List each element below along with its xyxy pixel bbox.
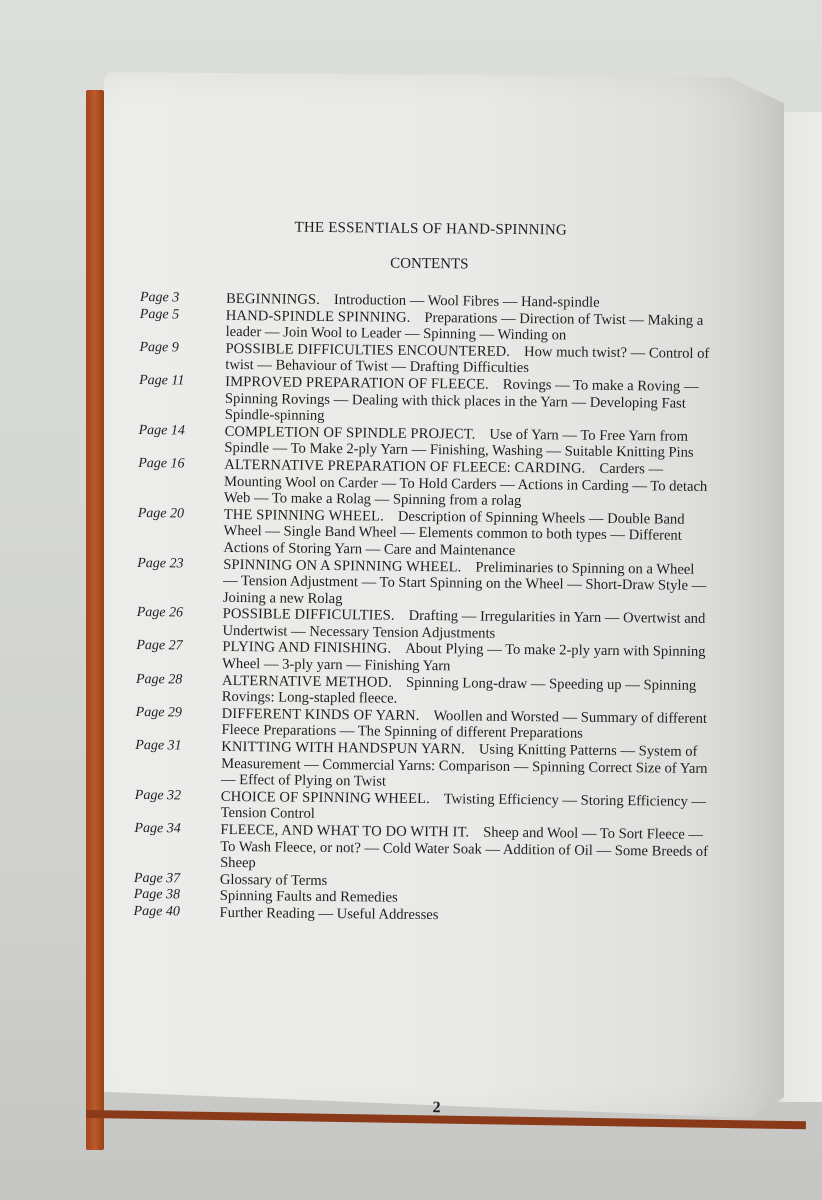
toc-page-number: Page 29 — [135, 704, 183, 721]
toc-chapter-heading: POSSIBLE DIFFICULTIES ENCOUNTERED. — [225, 340, 511, 360]
toc-topics: Sheep and Wool — To Sort Fleece — To Wash Fleece, or not? — Cold Water Soak — Addition of Oil — Some Breeds of Sheep — [220, 824, 709, 872]
toc-page-number: Page 26 — [136, 605, 184, 621]
toc-chapter-heading: CHOICE OF SPINNING WHEEL. — [220, 788, 430, 807]
toc-entry — [139, 373, 714, 429]
toc-page-number: Page 40 — [133, 903, 180, 920]
toc-page-number: Page 38 — [133, 887, 181, 903]
toc-topics: About Plying — To make 2-ply yarn with Spinning Wheel — 3-ply yarn — Finishing Yarn — [222, 641, 706, 675]
toc-page-number: Page 34 — [134, 820, 181, 837]
toc-chapter-heading: ALTERNATIVE METHOD. — [221, 672, 393, 691]
toc-topics: Preliminaries to Spinning on a Wheel — Tension Adjustment — To Start Spinning on the Wheel — Short-Draw Style — Joining a new Rolag — [222, 559, 707, 607]
toc-page-number: Page 16 — [138, 455, 185, 472]
toc-page-number: Page 11 — [139, 372, 185, 389]
toc-entry — [134, 821, 709, 877]
contents-heading: CONTENTS — [390, 255, 469, 273]
toc-page-number: Page 27 — [136, 638, 183, 654]
toc-page-number: Page 23 — [137, 555, 184, 571]
toc-topics: Drafting — Irregularities in Yarn — Overtwist and Undertwist — Necessary Tension Adjustments — [222, 608, 706, 642]
toc-entry — [137, 555, 712, 611]
toc-chapter-heading: DIFFERENT KINDS OF YARN. — [221, 705, 420, 724]
toc-chapter-heading: PLYING AND FINISHING. — [222, 639, 392, 658]
toc-page-number: Page 20 — [137, 505, 185, 522]
toc-chapter-heading: BEGINNINGS. — [225, 290, 321, 308]
toc-chapter-heading: IMPROVED PREPARATION OF FLEECE. — [225, 373, 489, 393]
toc-topics: Using Knitting Patterns — System of Measurement — Commercial Yarns: Comparison — Spinning Correct Size of Yarn — Effect of Plying on Twist — [220, 741, 708, 790]
page-number: 2 — [432, 1099, 441, 1117]
toc-page-number: Page 28 — [135, 671, 183, 688]
toc-topics: Spinning Long-draw — Speeding up — Spinning Rovings: Long-stapled fleece. — [221, 674, 697, 707]
toc-topics: How much twist? — Control of twist — Behaviour of Twist — Drafting Difficulties — [225, 343, 710, 377]
toc-topics: Use of Yarn — To Free Yarn from Spindle — To Make 2-ply Yarn — Finishing, Washing — Suitable Knitting Pins — [224, 426, 694, 462]
toc-chapter-heading: HAND-SPINDLE SPINNING. — [225, 307, 411, 326]
toc-page-number: Page 5 — [139, 306, 180, 323]
toc-page-number: Page 9 — [139, 339, 179, 356]
toc-page-number: Page 31 — [135, 738, 182, 754]
toc-topics: Woollen and Worsted — Summary of different Fleece Preparations — The Spinning of different Preparations — [221, 707, 708, 743]
toc-chapter-heading: FLEECE, AND WHAT TO DO WITH IT. — [220, 821, 470, 841]
toc-page-number: Page 32 — [134, 787, 182, 804]
toc-entry — [138, 456, 713, 512]
toc-topics: Twisting Efficiency — Storing Efficiency — Tension Control — [220, 791, 707, 823]
toc-chapter-heading: COMPLETION OF SPINDLE PROJECT. — [224, 423, 476, 443]
toc-topics: Further Reading — Useful Addresses — [219, 904, 439, 924]
toc-topics: Spinning Faults and Remedies — [219, 888, 398, 907]
toc-topics: Glossary of Terms — [219, 871, 328, 889]
toc-page-number: Page 3 — [139, 290, 180, 306]
toc-topics: Carders — Mounting Wool on Carder — To Hold Carders — Actions in Carding — To detach Web — To make a Rolag — Spinning from a rolag — [223, 460, 708, 510]
book-title: THE ESSENTIALS OF HAND-SPINNING — [294, 219, 568, 239]
toc-page-number: Page 37 — [133, 870, 181, 887]
toc-chapter-heading: POSSIBLE DIFFICULTIES. — [222, 606, 395, 624]
toc-chapter-heading: SPINNING ON A SPINNING WHEEL. — [223, 556, 462, 575]
toc-topics: Description of Spinning Wheels — Double Band Wheel — Single Band Wheel — Elements common to both types — Different Actions of Storing Yarn — Care and Maintenance — [223, 508, 685, 559]
toc-entry — [135, 738, 710, 794]
toc-chapter-heading: KNITTING WITH HANDSPUN YARN. — [221, 738, 465, 758]
toc-topics: Preparations — Direction of Twist — Making a leader — Join Wool to Leader — Spinning — Winding on — [225, 309, 704, 344]
table-of-contents — [134, 290, 716, 927]
toc-topics: Introduction — Wool Fibres — Hand-spindle — [333, 292, 600, 311]
toc-entry — [137, 506, 712, 562]
toc-chapter-heading: ALTERNATIVE PREPARATION OF FLEECE: CARDING. — [224, 456, 586, 477]
toc-topics: Rovings — To make a Roving — Spinning Rovings — Dealing with thick places in the Yarn — Developing Fast Spindle-spinning — [224, 376, 699, 425]
toc-chapter-heading: THE SPINNING WHEEL. — [223, 506, 384, 525]
toc-page-number: Page 14 — [138, 422, 185, 439]
